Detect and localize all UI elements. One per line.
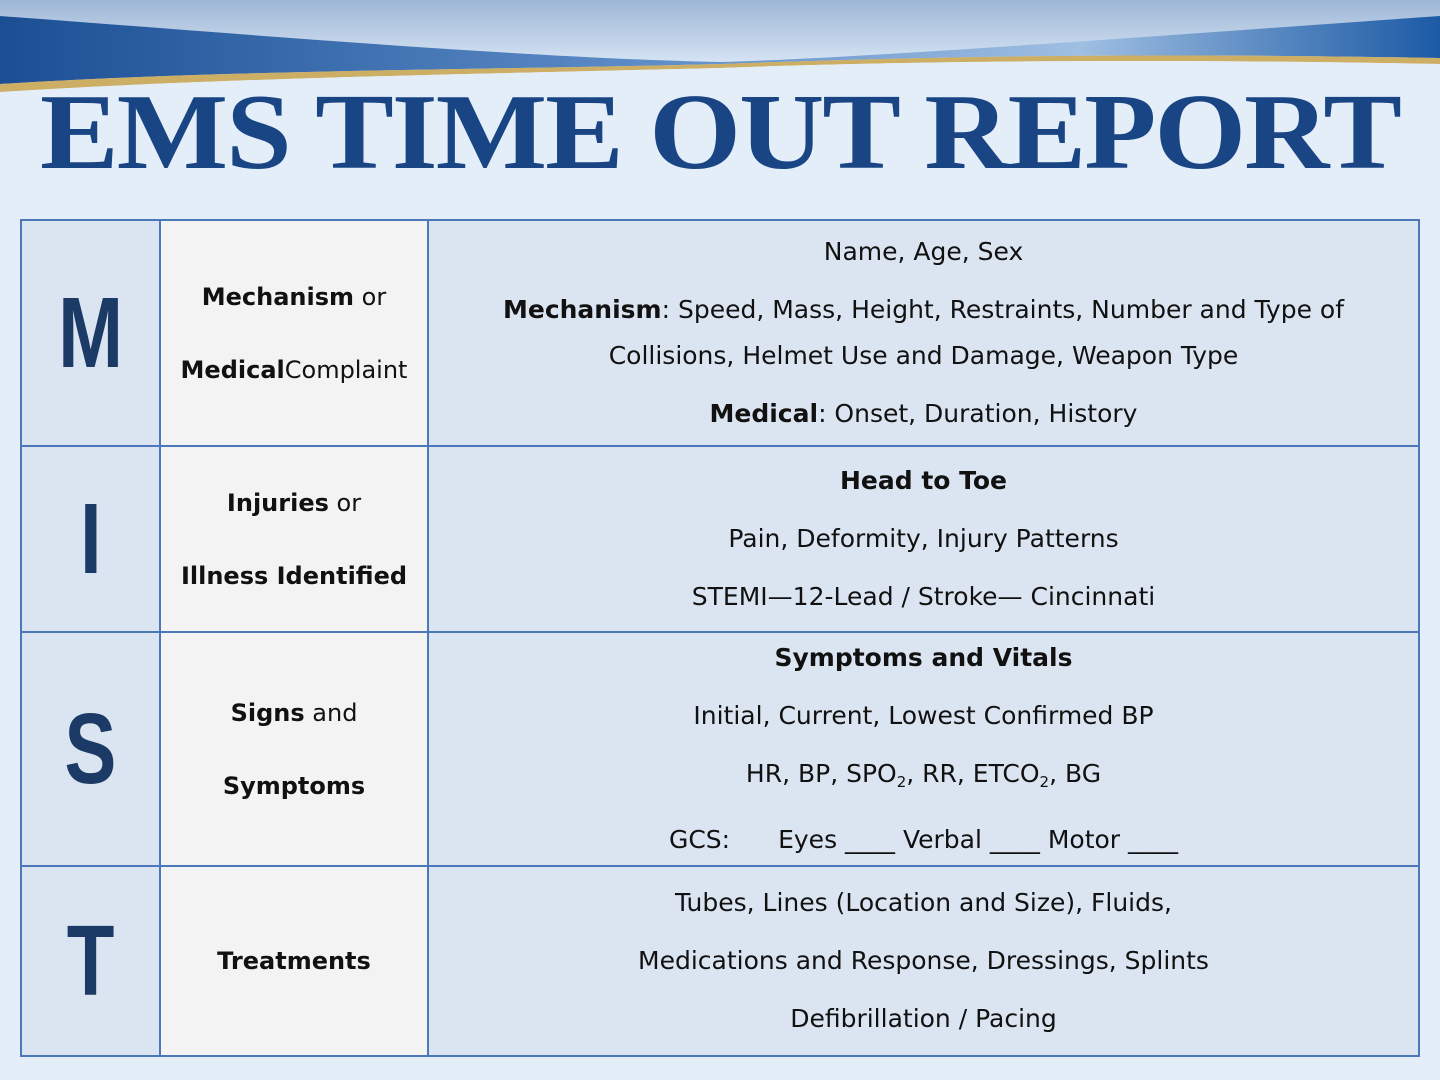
- label-cell-m: [160, 220, 428, 446]
- mist-letter-s: S: [64, 693, 117, 805]
- detail-line: Medical: Onset, Duration, History: [709, 399, 1138, 428]
- detail-line: Symptoms and Vitals: [774, 643, 1073, 672]
- label-line: Symptoms: [222, 771, 366, 800]
- table-row-t: [21, 866, 1419, 1056]
- mist-table: [20, 219, 1420, 1057]
- detail-line: Tubes, Lines (Location and Size), Fluids,: [675, 888, 1172, 917]
- letter-cell-i: [21, 446, 160, 632]
- label-line: Injuries or: [226, 488, 362, 517]
- mist-letter-t: T: [66, 905, 115, 1017]
- label-cell-t: [160, 866, 428, 1056]
- detail-line: Pain, Deformity, Injury Patterns: [728, 524, 1119, 553]
- label-line: Signs and: [230, 698, 358, 727]
- detail-line: Head to Toe: [839, 466, 1008, 495]
- label-cell-s: [160, 632, 428, 866]
- gcs-line: GCS: Eyes ____ Verbal ____ Motor ____: [668, 825, 1179, 854]
- letter-cell-m: [21, 220, 160, 446]
- detail-line: Initial, Current, Lowest Confirmed BP: [693, 701, 1154, 730]
- label-cell-i: [160, 446, 428, 632]
- label-line: MedicalComplaint: [180, 355, 408, 384]
- table-row-i: [21, 446, 1419, 632]
- detail-cell-m: [428, 220, 1419, 446]
- label-line: Illness Identified: [180, 561, 408, 590]
- letter-cell-t: [21, 866, 160, 1056]
- table-row-s: [21, 632, 1419, 866]
- detail-line: Mechanism: Speed, Mass, Height, Restraints, Number and Type of Collisions, Helmet Use and Damage, Weapon Type: [502, 295, 1344, 370]
- mist-letter-m: M: [58, 277, 123, 389]
- detail-cell-s: [428, 632, 1419, 866]
- detail-line: Defibrillation / Pacing: [790, 1004, 1057, 1033]
- detail-line: STEMI—12-Lead / Stroke— Cincinnati: [691, 582, 1156, 611]
- detail-line: Name, Age, Sex: [823, 237, 1024, 266]
- detail-cell-i: [428, 446, 1419, 632]
- letter-cell-s: [21, 632, 160, 866]
- label-line: Mechanism or: [201, 282, 387, 311]
- page-title: EMS TIME OUT REPORT: [40, 71, 1400, 193]
- table-row-m: [21, 220, 1419, 446]
- mist-letter-i: I: [79, 483, 102, 595]
- vitals-line: HR, BP, $SPO_2$, RR, $ETCO_2$, BG: [745, 759, 1102, 791]
- label-line: Treatments: [217, 947, 371, 975]
- detail-line: Medications and Response, Dressings, Splints: [638, 946, 1209, 975]
- detail-cell-t: [428, 866, 1419, 1056]
